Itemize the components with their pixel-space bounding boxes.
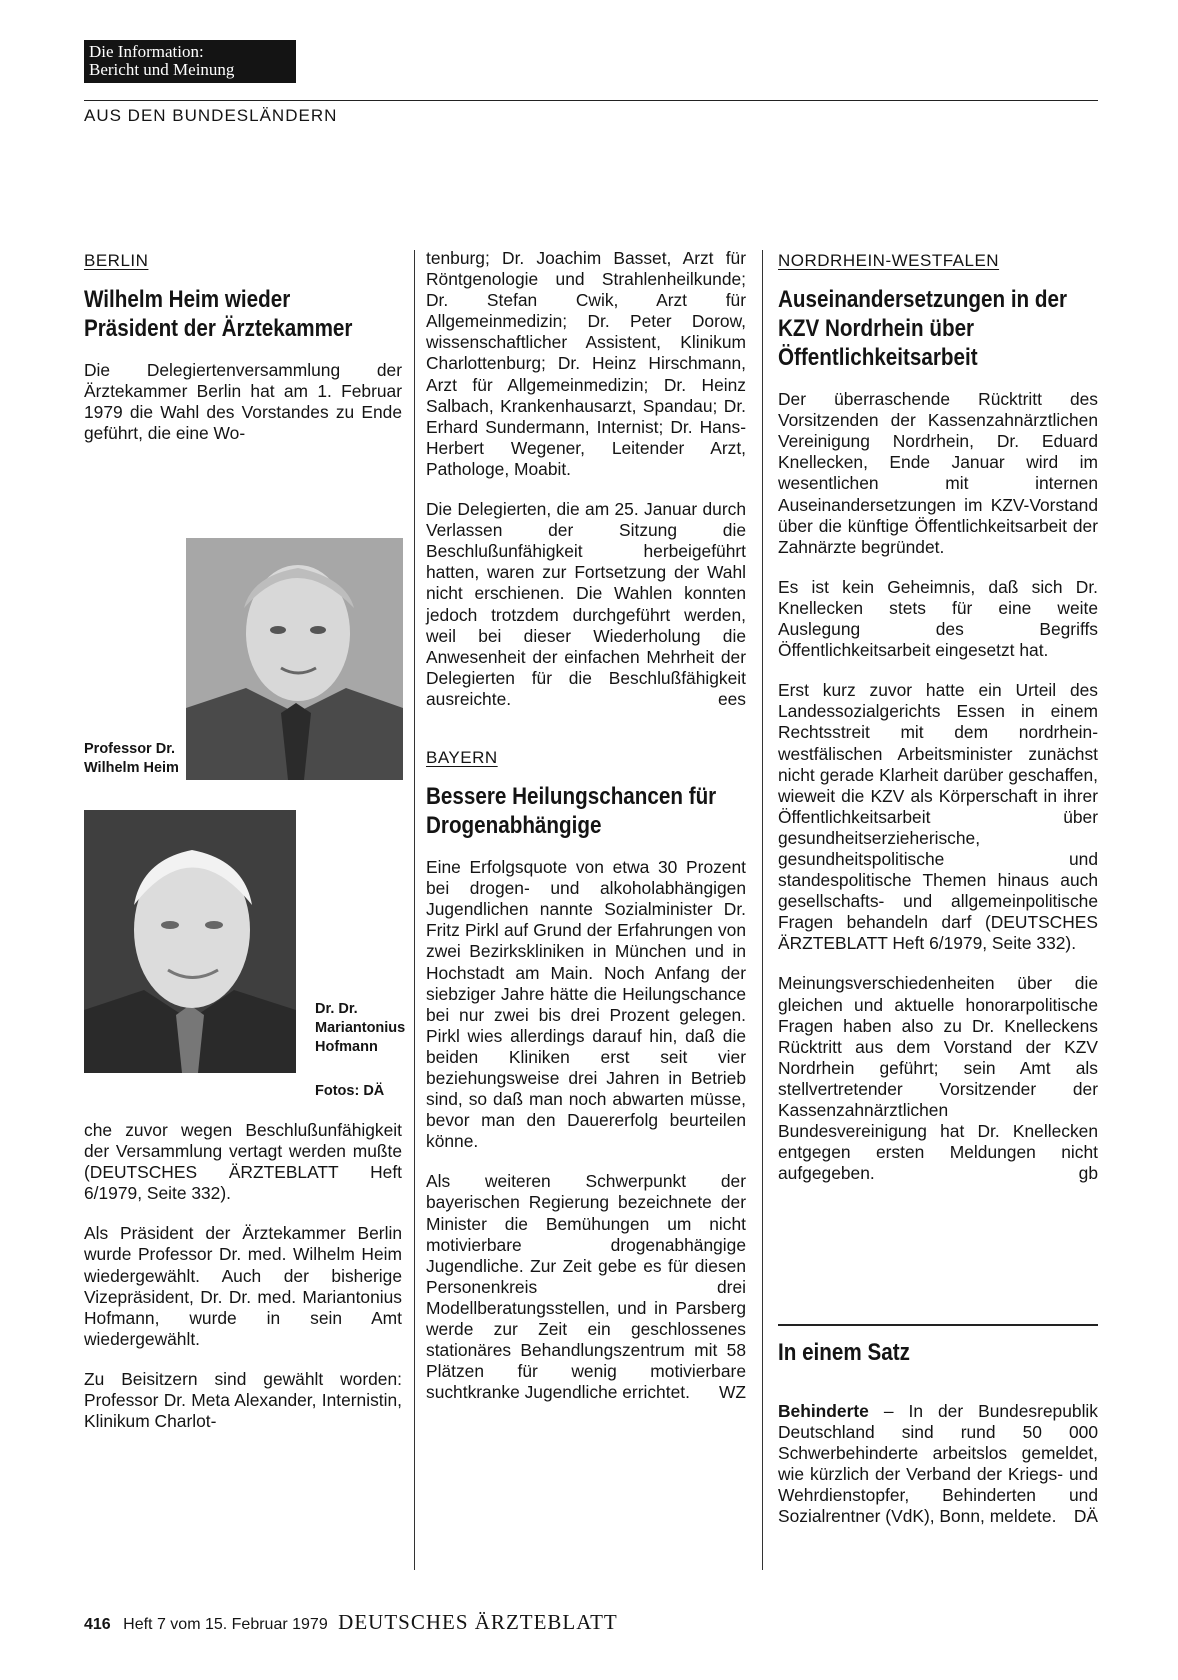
- berlin-paragraph-5: tenburg; Dr. Joachim Basset, Arzt für Röntgenologie und Strahlenheilkunde; Dr. Stefan Cwik, Arzt für Allgemeinmedizin; Dr. Peter Dorow, wissenschaftlicher Assistent, Klinikum Charlottenburg; Dr. Heinz Hirschmann, Arzt für Allgemeinmedizin; Dr. Heinz Salbach, Krankenhausarzt, Spandau; Dr. Erhard Sundermann, Internist; Dr. Hans-Herbert Wegener, Leitender Arzt, Pathologe, Moabit.: [426, 248, 746, 479]
- berlin-paragraph-1: Die Delegiertenversammlung der Ärztekammer Berlin hat am 1. Februar 1979 die Wahl des Vorstandes zu Ende geführt, die eine Wo-: [84, 360, 402, 444]
- column-1: [84, 250, 402, 463]
- nrw-paragraph-2: Es ist kein Geheimnis, daß sich Dr. Knellecken stets für eine weite Auslegung des Begriffs Öffentlichkeitsarbeit eingesetzt hat.: [778, 576, 1098, 661]
- column-2: [426, 248, 746, 1422]
- brief-runin: Behinderte: [778, 1401, 869, 1421]
- portrait-wilhelm-heim: [186, 538, 403, 780]
- issue-info: Heft 7 vom 15. Februar 1979: [123, 1616, 328, 1633]
- nrw-kicker: NORDRHEIN-WESTFALEN: [778, 251, 1000, 270]
- berlin-paragraph-6-text: Die Delegierten, die am 25. Januar durch Verlassen der Sitzung die Beschlußunfähigkeit herbeigeführt hatten, waren zur Fortsetzung der Wahl nicht erschienen. Die Wahlen konnten jedoch trotzdem durchgeführt werden, weil bei dieser Wiederholung die Anwesenheit der einfachen Mehrheit der Delegierten für die Beschlußfähigkeit ausreichte.: [426, 499, 746, 709]
- column-divider-1: [414, 250, 415, 1570]
- column-1-continued: [84, 1120, 402, 1451]
- rubric-line-1: Die Information:: [89, 42, 204, 61]
- section-title: AUS DEN BUNDESLÄNDERN: [84, 106, 338, 125]
- bayern-signature: WZ: [718, 1382, 746, 1403]
- berlin-headline: Wilhelm Heim wieder Präsident der Ärztekammer: [84, 286, 353, 343]
- page-number: 416: [84, 1616, 111, 1633]
- page-footer: [84, 1610, 618, 1635]
- magazine-name: DEUTSCHES ÄRZTEBLATT: [338, 1610, 618, 1634]
- bayern-paragraph-2: [426, 1171, 746, 1403]
- berlin-paragraph-4: Zu Beisitzern sind gewählt worden: Professor Dr. Meta Alexander, Internistin, Klinikum Charlot-: [84, 1368, 402, 1432]
- berlin-kicker: BERLIN: [84, 251, 149, 270]
- brief-text: – In der Bundesrepublik Deutschland sind rund 50 000 Schwerbehinderte arbeitslos gemeldet, wie kürzlich der Verband der Kriegs- und Wehrdienstopfer, Behinderten und Sozialrentner (VdK), Bonn, meldete.: [778, 1401, 1098, 1527]
- nrw-headline: Auseinandersetzungen in der KZV Nordrhein über Öffentlichkeitsarbeit: [778, 286, 1068, 372]
- column-divider-2: [762, 250, 763, 1570]
- bayern-paragraph-2-text: Als weiteren Schwerpunkt der bayerischen Regierung bezeichnete der Minister die Bemühungen um nicht motivierbare drogenabhängige Jugendliche. Zur Zeit gebe es für diesen Personenkreis drei Modellberatungsstellen, und in Parsberg werde zur Zeit ein geschlossenes stationäres Behandlungszentrum mit 58 Plätzen für wenig motivierbare suchtkranke Jugendliche errichtet.: [426, 1171, 746, 1403]
- rubric-line-2: Bericht und Meinung: [89, 60, 235, 79]
- portrait-mariantonius-hofmann: [84, 810, 296, 1073]
- brief-paragraph: [778, 1401, 1098, 1528]
- bayern-headline: Bessere Heilungschancen für Drogenabhängige: [426, 783, 717, 840]
- photo-caption-hofmann: Dr. Dr. Mariantonius Hofmann: [315, 1001, 406, 1055]
- berlin-signature: ees: [717, 688, 746, 709]
- nrw-paragraph-4-text: Meinungsverschiedenheiten über die gleichen und aktuelle honorarpolitische Fragen haben also zu Dr. Knelleckens Rücktritt aus dem Vorstand der KZV Nordrhein geführt; sein Amt als stellvertretender Vorsitzender der Kassenzahnärztlichen Bundesvereinigung hat Dr. Knellecken entgegen ersten Meldungen nicht aufgegeben.: [778, 973, 1098, 1184]
- nrw-paragraph-4: [778, 973, 1098, 1184]
- photo-credit: Fotos: DÄ: [315, 1083, 385, 1099]
- brief-headline: In einem Satz: [778, 1339, 910, 1366]
- portrait-wilhelm-heim-image: [186, 538, 403, 780]
- bayern-kicker: BAYERN: [426, 747, 498, 767]
- berlin-paragraph-6: [426, 499, 746, 710]
- column-3: [778, 250, 1098, 1203]
- brief-section: [778, 1338, 1098, 1547]
- berlin-paragraph-3: Als Präsident der Ärztekammer Berlin wurde Professor Dr. med. Wilhelm Heim wiedergewählt. Auch der bisherige Vizepräsident, Dr. Dr. med. Mariantonius Hofmann, wurde in sein Amt wiedergewählt.: [84, 1223, 402, 1349]
- photo-caption-heim: Professor Dr. Wilhelm Heim: [84, 741, 179, 776]
- brief-rule: [778, 1324, 1098, 1326]
- header-rule: [84, 100, 1098, 101]
- bayern-paragraph-1: Eine Erfolgsquote von etwa 30 Prozent bei drogen- und alkoholabhängigen Jugendlichen nannte Sozialminister Dr. Fritz Pirkl auf Grund der Erfahrungen von zwei Bezirkskliniken in München und in Hochstadt am Main. Noch Anfang der siebziger Jahre hätte die Heilungschance bei nur zwei bis drei Prozent gelegen. Pirkl wies allerdings darauf hin, daß die beiden Kliniken erst seit vier beziehungsweise drei Jahren in Betrieb sind, so daß man noch abwarten müsse, bevor man den Dauererfolg beurteilen könne.: [426, 857, 746, 1152]
- nrw-paragraph-1: Der überraschende Rücktritt des Vorsitzenden der Kassenzahnärztlichen Vereinigung Nordrhein, Dr. Eduard Knellecken, Ende Januar wird im wesentlichen mit internen Auseinandersetzungen im KZV-Vorstand über die künftige Öffentlichkeitsarbeit der Zahnärzte begründet.: [778, 389, 1098, 557]
- nrw-signature: gb: [1078, 1163, 1098, 1184]
- brief-signature: DÄ: [1073, 1506, 1098, 1527]
- rubric-box: [84, 40, 296, 83]
- portrait-hofmann-image: [84, 810, 296, 1073]
- nrw-paragraph-3: Erst kurz zuvor hatte ein Urteil des Landessozialgerichts Essen in einem Rechtsstreit mit dem nordrhein-westfälischen Arbeitsminister zunächst nicht gerade Klarheit darüber geschaffen, wieweit die KZV als Körperschaft in ihrer Öffentlichkeitsarbeit über gesundheitserzieherische, gesundheitspolitische und standespolitische Themen hinaus auch gesellschafts- und allgemeinpolitische Fragen behandeln darf (DEUTSCHES ÄRZTEBLATT Heft 6/1979, Seite 332).: [778, 680, 1098, 954]
- berlin-paragraph-2: che zuvor wegen Beschlußunfähigkeit der Versammlung vertagt werden mußte (DEUTSCHES ÄRZTEBLATT Heft 6/1979, Seite 332).: [84, 1120, 402, 1204]
